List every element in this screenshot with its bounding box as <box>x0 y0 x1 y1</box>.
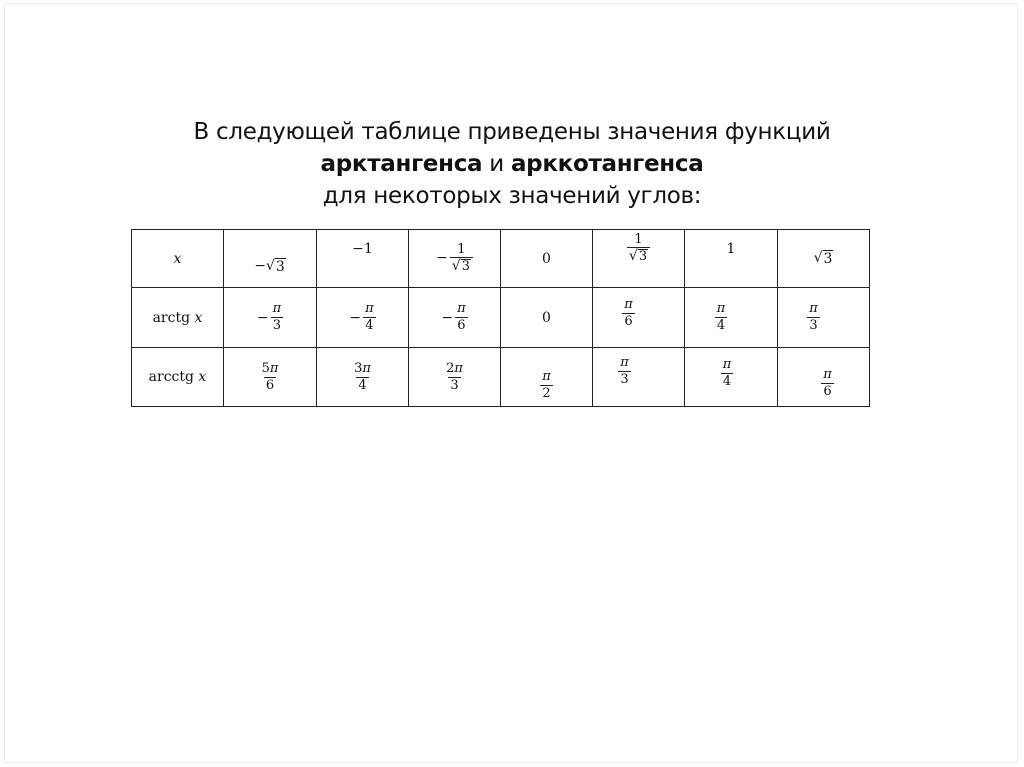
pi-symbol: π <box>457 301 466 317</box>
title-line-3: для некоторых значений углов: <box>322 183 702 209</box>
pi-symbol: π <box>624 297 633 313</box>
value-sqrt3: √ 3 <box>813 250 833 267</box>
value-one: 1 <box>726 240 736 257</box>
denominator: 2 <box>542 385 551 401</box>
fraction <box>363 302 376 332</box>
arctg-value <box>349 301 375 333</box>
arctg-value <box>256 301 283 333</box>
table-row-arcctg <box>132 348 870 407</box>
denominator: 6 <box>265 377 275 393</box>
fn-arctg: arctg <box>152 309 191 326</box>
title-line-2 <box>0 148 1024 180</box>
cell-x-3 <box>409 230 501 288</box>
numerator <box>622 298 635 313</box>
arcctg-value <box>618 356 631 386</box>
value-zero: 0 <box>542 309 551 326</box>
value-neg-inv-sqrt3: − 1 √ 3 <box>436 250 473 266</box>
sign: − <box>254 258 266 274</box>
pi-symbol: π <box>454 360 463 376</box>
pi-symbol: π <box>272 301 282 317</box>
pi-symbol: π <box>716 301 726 317</box>
cell-arctg-5 <box>593 288 685 348</box>
numerator <box>807 302 820 317</box>
pi-symbol: π <box>809 301 818 317</box>
fraction <box>271 302 284 332</box>
coefficient: 2 <box>446 360 455 376</box>
numerator <box>455 302 468 317</box>
cell-arcctg-6 <box>685 348 778 407</box>
var-x: x <box>173 250 182 267</box>
value-zero: 0 <box>542 250 551 267</box>
numerator <box>260 362 281 377</box>
numerator <box>721 358 734 373</box>
radicand: 3 <box>275 259 285 275</box>
cell-arcctg-5 <box>593 348 685 407</box>
pi-symbol: π <box>823 366 832 382</box>
title-conjunction: и <box>489 151 504 177</box>
arcctg-value <box>260 362 281 392</box>
denominator: 4 <box>365 318 374 333</box>
cell-arctg-6 <box>685 288 778 348</box>
arcctg-value <box>721 358 734 388</box>
cell-x-4 <box>501 230 593 288</box>
numerator <box>352 362 373 377</box>
row-header-arctg <box>132 288 224 348</box>
fraction <box>622 298 635 328</box>
var-x: x <box>198 369 207 385</box>
cell-arctg-4 <box>501 288 593 348</box>
denominator: 6 <box>457 318 466 333</box>
term-arccotangent: арккотангенса <box>510 151 704 177</box>
sign: − <box>256 309 269 326</box>
row-header-arcctg <box>132 348 224 407</box>
table-row-arctg <box>132 288 870 348</box>
cell-arctg-2 <box>317 288 409 348</box>
cell-arcctg-4 <box>501 348 593 407</box>
cell-x-2 <box>317 230 409 288</box>
cell-x-1 <box>224 230 317 288</box>
value-neg-one: −1 <box>352 240 373 257</box>
coefficient: 3 <box>354 360 363 376</box>
cell-arcctg-7 <box>778 348 870 407</box>
denominator: 4 <box>716 318 726 333</box>
numerator <box>540 370 553 385</box>
numerator <box>821 368 834 383</box>
denominator: 6 <box>624 314 633 329</box>
arctg-value <box>715 301 728 333</box>
cell-x-7 <box>778 230 870 288</box>
numerator <box>715 302 728 317</box>
numerator: 1 <box>634 231 643 247</box>
value-inv-sqrt3: 1 √ 3 <box>627 233 650 264</box>
pi-symbol: π <box>620 354 629 370</box>
sign: − <box>349 309 362 326</box>
numerator <box>444 362 465 377</box>
coefficient: 5 <box>261 360 270 376</box>
denominator: 3 <box>809 318 818 333</box>
radicand: 3 <box>461 259 470 275</box>
pi-symbol: π <box>722 356 732 372</box>
cell-arctg-3 <box>409 288 501 348</box>
fn-arcctg: arcctg <box>148 369 194 385</box>
fraction <box>807 302 820 332</box>
cell-x-6 <box>685 230 778 288</box>
denominator: 3 <box>620 371 629 387</box>
var-x: x <box>194 309 203 326</box>
denominator: 3 <box>272 318 281 333</box>
arctg-value <box>622 297 635 329</box>
arctg-value <box>441 301 467 333</box>
slide-title <box>0 116 1024 212</box>
arcctg-value <box>540 370 553 400</box>
term-arctangent: арктангенса <box>320 151 483 177</box>
title-line-1: В следующей таблице приведены значения функций <box>193 119 831 145</box>
cell-arctg-1 <box>224 288 317 348</box>
cell-arcctg-2 <box>317 348 409 407</box>
arcctg-value <box>821 368 834 398</box>
table-row-x <box>132 230 870 288</box>
cell-x-5 <box>593 230 685 288</box>
arcctg-value <box>444 362 465 392</box>
arcctg-value <box>352 362 373 392</box>
radicand: 3 <box>638 249 648 265</box>
numerator <box>363 302 376 317</box>
denominator: 3 <box>450 377 459 393</box>
arctg-value <box>807 301 820 333</box>
numerator <box>271 302 284 317</box>
values-table <box>131 229 870 407</box>
pi-symbol: π <box>365 301 374 317</box>
fraction <box>455 302 468 332</box>
radicand: 3 <box>823 251 833 267</box>
cell-arcctg-1 <box>224 348 317 407</box>
numerator <box>618 356 631 371</box>
fraction <box>715 302 728 332</box>
cell-arcctg-3 <box>409 348 501 407</box>
cell-arctg-7 <box>778 288 870 348</box>
denominator: 4 <box>722 373 732 389</box>
sign: − <box>441 309 454 326</box>
denominator: 6 <box>823 383 832 399</box>
denominator: 4 <box>358 377 367 393</box>
numerator: 1 <box>457 241 466 257</box>
row-header-x <box>132 230 224 288</box>
pi-symbol: π <box>269 360 279 376</box>
sign: − <box>436 250 448 267</box>
pi-symbol: π <box>542 368 551 384</box>
pi-symbol: π <box>362 360 371 376</box>
value-neg-sqrt3: − √ 3 <box>254 258 285 275</box>
